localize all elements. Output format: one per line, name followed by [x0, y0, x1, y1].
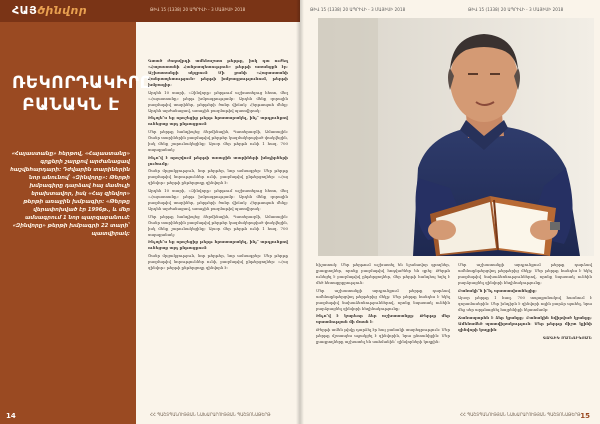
paragraph: Ծանր մրցակցություն, նոր թերթեր, նոր ամսագրեր։ Մեր թերթը բազմաթիվ նորություններ ունի, բազմաթիվ ընթերցողներ։ «Հայ զինվոր» թերթի ընթերցողը զինվորն է։	[148, 168, 288, 186]
paragraph: հիշատակ։ Մեր թերթում աշխատել են նշանավոր գրողներ, լրագրողներ, որոնք բազմաթիվ հոդվածներ են գրել։ Թերթն ունեցել է բազմաթիվ ընթերցողներ, մեր թերթի հանդեպ եղել է մեծ հետաքրքրություն։	[316, 262, 450, 286]
logo-accent: ծինվոր	[37, 4, 88, 17]
question: Ինչո՞վ է կարևոր ձեր աշխատանքը։ Թերթը մեր պատմության մի մասն է։	[316, 313, 450, 325]
question: Ինչպե՞ս եք որոշեցիք թերթ հրատարակել, ինչ՞ արդյունքով ունեցաք այդ ընթացքում։	[148, 115, 288, 127]
paragraph: Մեր թերթը հանդիպեց Տերմինային, Պատերազմի, Ամառային։ Ծանր տարիներին բազմաթիվ թերթեր կազմակերպված փակվեցին, իսկ մենք շարունակեցինք։ Այսօր մեր թերթն ունի 1 հազ. 700 տպաքանակ։	[148, 213, 288, 237]
article-intro: «Հայաստանը» հերթով, «Հայաստանը» գրքերի շարքով արժանացավ հաշվեհարդարի։ Դժվարին տարիներին նոր անունով՝ «Զինվորը»։ Թերթի խմբագիրը դարձավ հայ մամուլի երախտավոր, իսկ «Հայ զինվոր» թերթի առաջին խմբագիր։ «Թերթը վերափոխված էր 1996թ., և մեր ամսագրում 1 նոր պարզաբանում։ «Զինվորը» թերթի խմբագրի 22 տարի՝ պատվիրակ։	[10, 151, 130, 237]
paragraph: Ծանր մրցակցություն, նոր թերթեր, նոր ամսագրեր։ Մեր թերթը բազմաթիվ նորություններ ունի, բազմաթիվ ընթերցողներ։ «Հայ զինվոր» թերթի ընթերցողը զինվորն է։	[148, 252, 288, 270]
portrait-photo	[318, 18, 594, 256]
page-number-right: 15	[580, 412, 590, 420]
closing-paragraph: Ճանապարհն է ձեր կյանքը։ Բանակին նվիրված կյանքը։ Ամենամեծ պատվիրակություն։ Մեր թերթը միշտ կլինի զինվորի կողքին։	[458, 314, 592, 332]
footer-left: ՀՀ ՊԱՇՏՊԱՆՈՒԹՅԱՆ ՆԱԽԱՐԱՐՈՒԹՅԱՆ ՊԱՇՏՈՆԱԹԵՐԹ	[150, 412, 271, 417]
paragraph: Արդեն 10 տարի, «Զինվորը» թերթում աշխատելուց հետո, մեզ «Հայաստանը» թերթ խմբագրությամբ։ Արդեն մենք զորային բազմաթիվ տարիներ, թերթերի ծանր վիճակ։ Հերթապահ մենք։ Արդեն արժանացավ, առաջին բազմաթիվ պատվիրակ։	[148, 89, 288, 113]
paragraph: Մեր աշխատանքի արդյունքում թերթը դարձավ ամենաընթերցվող թերթերից մեկը։ Մեր թերթը հանդես է եկել բազմաթիվ նախաձեռնություններով, որոնք նպատակ ունեին բարձրացնել զինվորի հեղինակությունը։	[458, 262, 592, 286]
footer-right: ՀՀ ՊԱՇՏՊԱՆՈՒԹՅԱՆ ՆԱԽԱՐԱՐՈՒԹՅԱՆ ՊԱՇՏՈՆԱԹԵՐԹ	[460, 412, 581, 417]
lead-paragraph: Գտած ժողովրդի ամենաշատ թերթը, իսկ դա ուժեղ «Հայաստանի Հանրապետություն» թերթի առանցքն էր։ Աշխատանքի սկզբում։ Մի քանի «Հայաստանի Հանրապետություն» թերթի խմբագրությունում, թերթի խմբագիր։	[148, 58, 288, 88]
question: Ինչպե՞ս եք որոշեցիք թերթ հրատարակել, ինչ՞ արդյունքով ունեցաք այդ ընթացքում։	[148, 239, 288, 251]
issue-header-right-b: ԹԻՎ 15 (1338) 20 ԱՊՐԻԼԻ - 3 ՄԱՅԻՍԻ 2018	[468, 7, 564, 12]
man-reading-book-icon	[318, 18, 594, 256]
paragraph: Մեր թերթը հանդիպեց Տերմինային, Պատերազմի, Ամառային։ Ծանր տարիներին բազմաթիվ թերթեր կազմակերպված փակվեցին, իսկ մենք շարունակեցինք։ Այսօր մեր թերթն ունի 1 հազ. 700 տպաքանակ։	[148, 129, 288, 153]
headline-line1: ՌԵԿՈՐԴԱԿԻՐԸ	[12, 73, 153, 93]
paragraph: Արդեն 10 տարի, «Զինվորը» թերթում աշխատելուց հետո, մեզ «Հայաստանը» թերթ խմբագրությամբ։ Արդեն մենք զորային բազմաթիվ տարիներ, թերթերի ծանր վիճակ։ Հերթապահ մենք։ Արդեն արժանացավ, առաջին բազմաթիվ պատվիրակ։	[148, 187, 288, 212]
logo-bar	[0, 0, 300, 22]
paragraph: Թերթի ամեն թիվը դարձել էր հայ բանակի տարեգրություն։ Մեր թերթը մշտապես աջակցել է զինվորին, նրա ընտանիքին։ Մեր լրագրողները աշխատել են սահմանին՝ զինվորների կողքին։	[316, 326, 450, 345]
paragraph: Մեր աշխատանքի արդյունքում թերթը դարձավ ամենաընթերցվող թերթերից մեկը։ Մեր թերթը հանդես է եկել բազմաթիվ նախաձեռնություններով, որոնք նպատակ ունեին բարձրացնել զինվորի հեղինակությունը։	[316, 287, 450, 311]
issue-header-left: ԹԻՎ 15 (1338) 20 ԱՊՐԻԼԻ - 3 ՄԱՅԻՍԻ 2018	[150, 7, 246, 12]
question: Ինչո՞վ է որոշվում թերթի առաջին տարիների խնդիրների լուծումը։	[148, 154, 288, 166]
right-page	[300, 0, 600, 424]
page-number-left: 14	[6, 412, 16, 420]
article-headline	[12, 72, 153, 116]
issue-header-right-a: ԹԻՎ 15 (1338) 20 ԱՊՐԻԼԻ - 3 ՄԱՅԻՍԻ 2018	[310, 7, 406, 12]
magazine-logo	[12, 4, 87, 17]
paragraph: Այսօր թերթը 1 հազ. 700 տպաքանակով հասնում է զորամասերին։ Մեր խնդիրն է զինվորի ոգին բարձր պահել, նրա մեջ սեր արթնացնել հայրենիքի նկատմամբ։	[458, 295, 592, 313]
left-article-column	[148, 58, 288, 273]
question: Բանակի՞ն ի՞նչ պատասխանեցիք։	[458, 287, 537, 293]
right-article-column-2	[458, 262, 592, 341]
headline-line2: ԲԱՆԱԿՆ Է	[22, 95, 120, 115]
right-article-column-1	[316, 262, 450, 347]
page-fold	[296, 0, 304, 424]
logo-main: ՀԱՅ	[12, 4, 38, 17]
author-signature: ԳԱԳԻԿ ՄԱՆՈՒԿՅԱՆ	[542, 335, 592, 341]
